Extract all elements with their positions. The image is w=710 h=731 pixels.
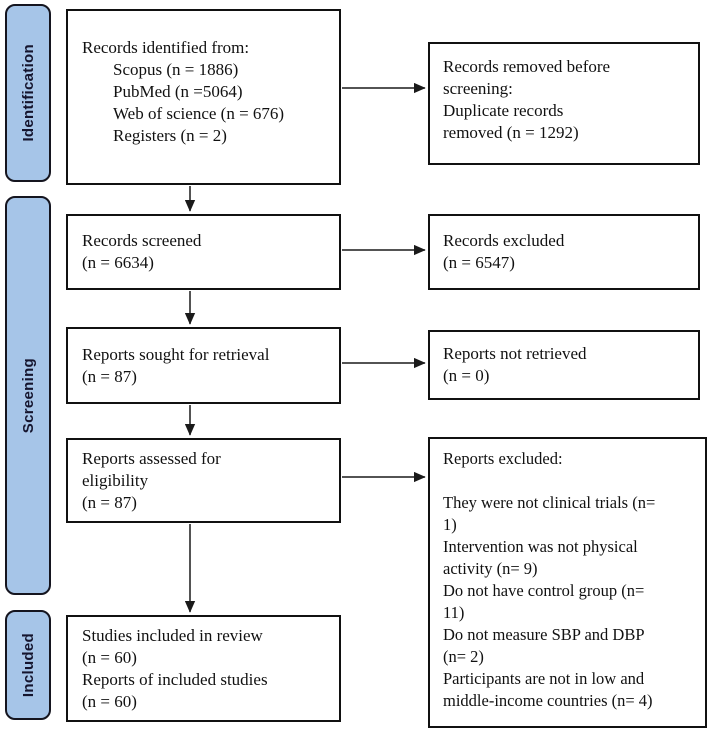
box-records-screened (66, 214, 341, 290)
box-reports-assessed (66, 438, 341, 523)
box-line: (n = 87) (82, 366, 137, 386)
box-line: removed (n = 1292) (443, 123, 579, 142)
stage-label-identification (5, 4, 51, 182)
box-records-identified (66, 9, 341, 185)
box-line: (n = 0) (443, 366, 490, 385)
box-line: Registers (n = 2) (113, 126, 227, 145)
box-line: Duplicate records (443, 101, 564, 120)
box-line: Participants are not in low and (443, 669, 645, 688)
box-line: (n = 60) (82, 691, 137, 711)
box-line: (n= 2) (443, 647, 484, 666)
box-line: eligibility (82, 470, 149, 490)
box-line: Do not have control group (n= (443, 581, 645, 600)
box-reports-sought (66, 327, 341, 404)
box-line: They were not clinical trials (n= (443, 493, 656, 512)
box-line: Intervention was not physical (443, 537, 638, 556)
box-records-removed (428, 42, 700, 165)
box-line: 11) (443, 603, 465, 622)
stage-label-text: Included (19, 632, 37, 698)
box-line: Reports sought for retrieval (82, 344, 270, 364)
box-line: screening: (443, 79, 513, 98)
box-reports-excluded (428, 437, 707, 728)
box-line: (n = 6547) (443, 253, 515, 272)
box-line: Reports not retrieved (443, 344, 587, 363)
stage-label-screening (5, 196, 51, 595)
box-line: Reports assessed for (82, 448, 221, 468)
box-line: Studies included in review (82, 625, 263, 645)
box-records-excluded (428, 214, 700, 290)
stage-label-text: Identification (19, 44, 37, 142)
box-line: Records identified from: (82, 38, 250, 57)
box-reports-not-retrieved (428, 330, 700, 400)
box-line: (n = 87) (82, 492, 137, 512)
box-line: Reports excluded: (443, 449, 563, 468)
box-line: Reports of included studies (82, 669, 268, 689)
box-line: 1) (443, 515, 457, 534)
box-line: Records excluded (443, 231, 565, 250)
box-line: PubMed (n =5064) (113, 82, 243, 101)
box-line: Do not measure SBP and DBP (443, 625, 645, 644)
box-line: middle-income countries (n= 4) (443, 691, 653, 710)
box-line: Scopus (n = 1886) (113, 60, 239, 79)
box-line: Records removed before (443, 57, 611, 76)
box-line: (n = 6634) (82, 253, 154, 272)
box-studies-included (66, 615, 341, 722)
box-line: Web of science (n = 676) (113, 104, 285, 123)
box-line: Records screened (82, 231, 202, 250)
stage-label-text: Screening (19, 357, 37, 434)
box-line: activity (n= 9) (443, 559, 538, 578)
box-line: (n = 60) (82, 647, 137, 667)
stage-label-included (5, 610, 51, 720)
